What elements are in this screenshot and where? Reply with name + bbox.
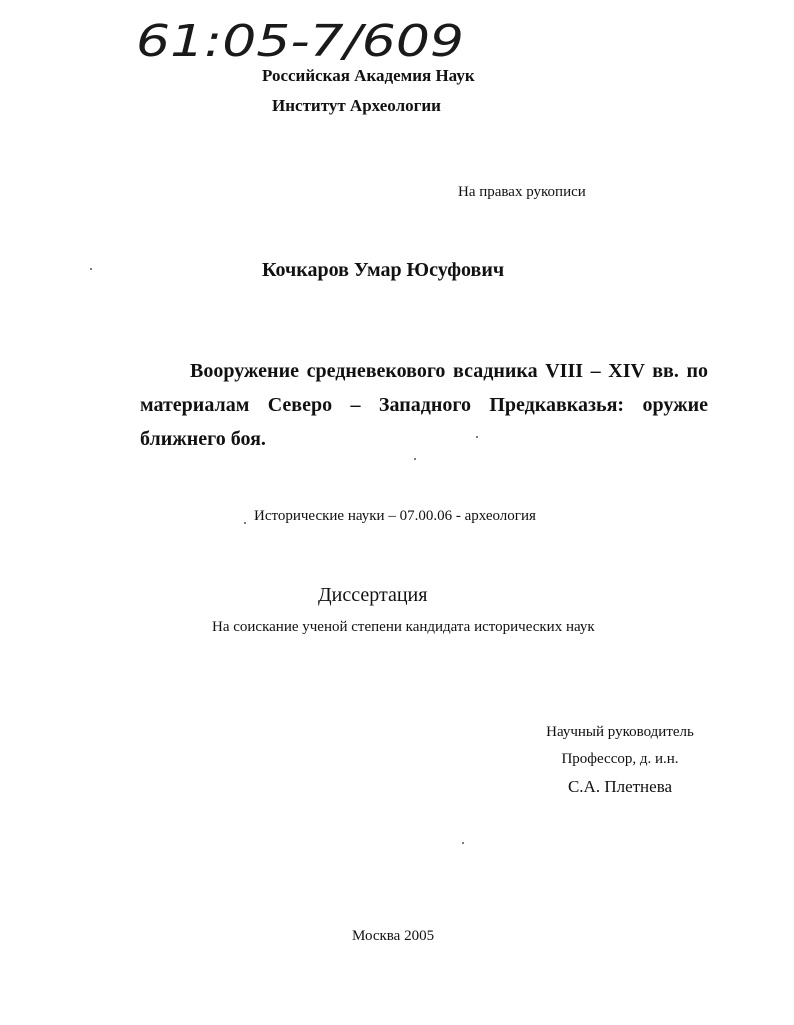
specialty-line: Исторические науки – 07.00.06 - археология (254, 508, 536, 524)
author-name: Кочкаров Умар Юсуфович (262, 259, 505, 281)
degree-line: На соискание ученой степени кандидата исторических наук (212, 619, 595, 635)
dissertation-title: Вооружение средневекового всадника VIII – XIV вв. по материалам Северо – Западного Предкавказья: оружие ближнего боя. (140, 360, 708, 450)
scan-speck (414, 458, 416, 460)
document-type: Диссертация (318, 584, 428, 606)
academy-name: Российская Академия Наук (262, 66, 475, 85)
supervisor-role: Научный руководитель (546, 724, 694, 740)
scan-speck (462, 842, 464, 844)
manuscript-note: На правах рукописи (458, 184, 586, 200)
archive-code-text: 61:05-7/609 (136, 16, 464, 67)
scan-speck (244, 522, 246, 524)
supervisor-rank: Профессор, д. и.н. (561, 751, 679, 767)
institute-name: Институт Археологии (272, 96, 441, 115)
supervisor-name: С.А. Плетнева (567, 777, 673, 796)
scan-speck (476, 436, 478, 438)
handwritten-archive-code (130, 6, 470, 70)
supervisor-block (520, 719, 720, 800)
scan-speck (90, 268, 92, 270)
city-year: Москва 2005 (352, 928, 435, 944)
